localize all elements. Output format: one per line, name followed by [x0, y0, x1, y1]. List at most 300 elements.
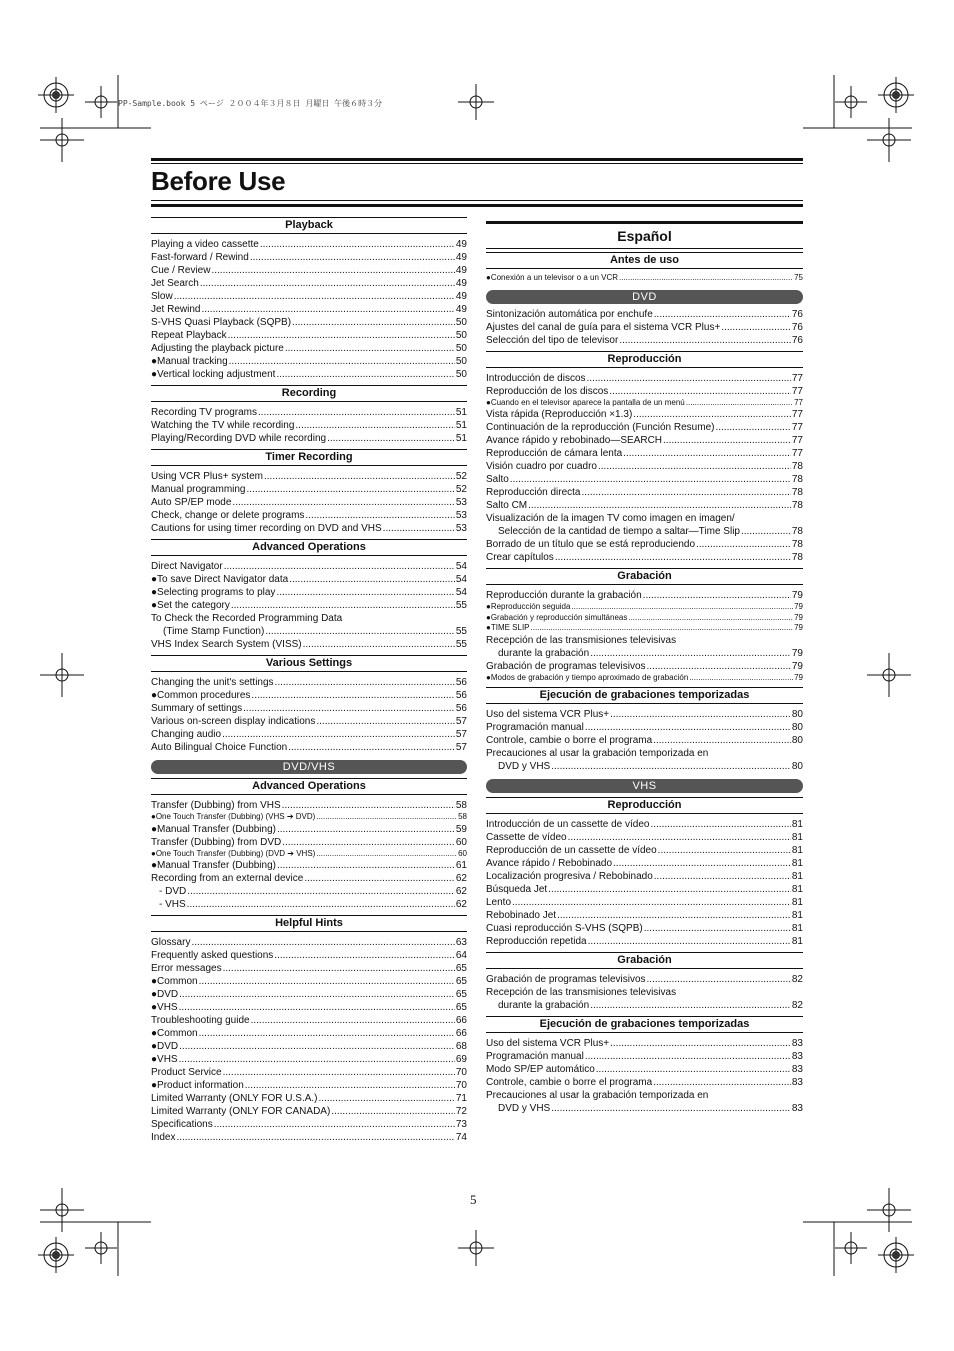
toc-dot-leader [598, 460, 791, 473]
toc-entry [151, 1040, 467, 1053]
toc-entry [486, 473, 803, 486]
toc-entry [151, 715, 467, 728]
toc-dot-leader [305, 509, 454, 522]
section-timer-recording [151, 449, 467, 539]
toc-page-number: 81 [791, 923, 803, 934]
toc-dot-leader [531, 623, 794, 634]
toc-entry [151, 823, 467, 836]
toc-entry [151, 1079, 467, 1092]
section-heading: Reproducción [486, 351, 803, 368]
toc-dot-leader [251, 689, 454, 702]
toc-entry-title: Cue / Review [151, 265, 211, 276]
toc-dot-leader [555, 551, 791, 564]
toc-dot-leader [654, 308, 791, 321]
toc-page-number: 75 [794, 273, 803, 282]
toc-page-number: 50 [455, 317, 467, 328]
toc-page-number: 76 [791, 308, 803, 320]
toc-dot-leader [250, 251, 455, 264]
toc-entry-title: Troubleshooting guide [151, 1015, 250, 1026]
toc-page-number: 49 [455, 304, 467, 315]
toc-entry [486, 660, 803, 673]
toc-entry [486, 986, 803, 999]
toc-page-number: 54 [455, 574, 467, 585]
section-heading: Helpful Hints [151, 915, 467, 932]
toc-page-number: 53 [455, 523, 467, 534]
toc-entry-title: Controle, cambie o borre el programa [486, 735, 653, 746]
toc-dot-leader [232, 496, 454, 509]
toc-entry-title: Precauciones al usar la grabación temporizada en [486, 1090, 709, 1101]
toc-entry [486, 708, 803, 721]
toc-page-number: 79 [794, 602, 803, 611]
toc-entry-title: ●Modos de grabación y tiempo aproximado de grabación [486, 672, 689, 682]
toc-dot-leader [265, 625, 455, 638]
toc-dot-leader [292, 316, 455, 329]
toc-dot-leader [247, 483, 455, 496]
toc-entry-title: Auto SP/EP mode [151, 497, 232, 508]
toc-page-number: 52 [455, 484, 467, 495]
section-heading: Advanced Operations [151, 539, 467, 556]
section-heading: Grabación [486, 952, 803, 969]
toc-entry [486, 538, 803, 551]
toc-entry-title: Recording TV programs [151, 407, 257, 418]
toc-entry [486, 398, 803, 409]
toc-page-number: 77 [794, 397, 803, 407]
toc-entry [486, 372, 803, 385]
toc-page-number: 77 [791, 435, 803, 446]
section-heading: Ejecución de grabaciones temporizadas [486, 1016, 803, 1033]
toc-entry-title: Cuasi reproducción S-VHS (SQPB) [486, 923, 643, 934]
toc-entry-title: ●Conexión a un televisor o a un VCR [486, 273, 619, 282]
toc-entry [151, 560, 467, 573]
toc-dot-leader [619, 334, 791, 347]
toc-entry [486, 602, 803, 613]
toc-entry [151, 1001, 467, 1014]
toc-entry [151, 509, 467, 522]
toc-entry [486, 909, 803, 922]
section-dvd-items [486, 308, 803, 351]
toc-entry [486, 408, 803, 421]
section-helpful-hints [151, 915, 467, 1148]
toc-dot-leader [610, 1037, 791, 1050]
toc-dot-leader [647, 660, 791, 673]
toc-page-number: 59 [455, 823, 467, 835]
toc-dot-leader [331, 1105, 455, 1118]
toc-entry [151, 872, 467, 885]
toc-entry [151, 470, 467, 483]
toc-entry [151, 1014, 467, 1027]
toc-dot-leader [199, 1027, 455, 1040]
toc-entry [486, 1050, 803, 1063]
toc-entry-title: ●DVD [151, 989, 179, 1000]
toc-entry [151, 251, 467, 264]
toc-entry-title: Lento [486, 897, 512, 908]
toc-dot-leader [260, 238, 455, 251]
toc-entry-title: Continuación de la reproducción (Función Resume) [486, 422, 715, 433]
dvd-vhs-badge: DVD/VHS [151, 760, 467, 774]
toc-entry [486, 883, 803, 896]
toc-dot-leader [663, 434, 791, 447]
toc-page-number: 78 [791, 487, 803, 498]
toc-entry-title: durante la grabación [498, 647, 590, 659]
toc-entry [151, 741, 467, 754]
toc-entry-title: Salto [486, 474, 509, 485]
toc-entry-title: Transfer (Dubbing) from VHS [151, 800, 281, 811]
toc-page-number: 51 [455, 433, 467, 444]
toc-page-number: 63 [455, 937, 467, 948]
toc-entry-title: ●Common [151, 1028, 198, 1039]
toc-entry-title: Changing the unit's settings [151, 677, 274, 688]
toc-dot-leader [274, 949, 455, 962]
toc-dot-leader [276, 586, 454, 599]
toc-entry-title: Transfer (Dubbing) from DVD [151, 836, 282, 848]
toc-page-number: 80 [791, 735, 803, 746]
toc-entry [151, 638, 467, 651]
toc-entry [151, 406, 467, 419]
toc-entry [486, 844, 803, 857]
toc-page-number: 76 [791, 334, 803, 346]
toc-entry [151, 612, 467, 625]
toc-entry-title: Programación manual [486, 722, 584, 733]
toc-entry [151, 936, 467, 949]
toc-dot-leader [633, 408, 791, 421]
toc-entry [151, 988, 467, 1001]
toc-dot-leader [590, 999, 791, 1012]
toc-dot-leader [229, 355, 455, 368]
toc-entry [151, 1053, 467, 1066]
toc-page-number: 62 [455, 886, 467, 897]
toc-dot-leader [557, 909, 791, 922]
toc-entry-title: Uso del sistema VCR Plus+ [486, 709, 610, 720]
toc-entry-title: Avance rápido / Rebobinado [486, 858, 613, 869]
toc-dot-leader [304, 872, 455, 885]
toc-entry-title: ●Product information [151, 1080, 244, 1091]
section-reproduccion [486, 351, 803, 569]
toc-dot-leader [653, 1076, 791, 1089]
toc-dot-leader [201, 303, 454, 316]
toc-dot-leader [548, 883, 791, 896]
section-ejecucion-vhs [486, 1016, 803, 1119]
toc-page-number: 49 [455, 278, 467, 289]
section-heading: Antes de uso [486, 252, 803, 269]
toc-page-number: 70 [455, 1080, 467, 1091]
toc-entry-title: Grabación de programas televisivos [486, 974, 646, 985]
toc-entry-title: Localización progresiva / Rebobinado [486, 871, 653, 882]
toc-entry [151, 625, 467, 638]
toc-entry [151, 898, 467, 911]
toc-entry-title: Sintonización automática por enchufe [486, 308, 653, 320]
toc-entry-title: Reproducción directa [486, 487, 581, 498]
toc-entry [151, 419, 467, 432]
section-grabacion-vhs [486, 952, 803, 1016]
toc-page-number: 58 [455, 800, 467, 811]
toc-page-number: 57 [455, 742, 467, 753]
toc-entry-title: ●Grabación y reproducción simultáneas [486, 612, 628, 622]
toc-entry-title: Precauciones al usar la grabación temporizada en [486, 748, 709, 759]
title-rule-top-2 [151, 163, 803, 164]
toc-page-number: 61 [455, 860, 467, 871]
toc-page-number: 78 [791, 461, 803, 472]
toc-entry [151, 949, 467, 962]
toc-entry [486, 870, 803, 883]
toc-page-number: 65 [455, 976, 467, 987]
toc-dot-leader [644, 922, 791, 935]
toc-page-number: 78 [791, 526, 803, 537]
toc-entry [486, 818, 803, 831]
toc-dot-leader [228, 329, 455, 342]
toc-page-number: 77 [791, 385, 803, 397]
toc-dot-leader [187, 898, 455, 911]
toc-entry-title: Specifications [151, 1119, 213, 1130]
toc-entry [151, 342, 467, 355]
toc-page-number: 83 [791, 1077, 803, 1088]
toc-entry [151, 1118, 467, 1131]
toc-entry-title: Reproducción de cámara lenta [486, 448, 623, 459]
toc-entry-title: Summary of settings [151, 703, 243, 714]
toc-entry [151, 1105, 467, 1118]
dvd-badge: DVD [486, 290, 803, 304]
toc-entry-title: Reproducción repetida [486, 936, 587, 947]
toc-entry-title: DVD y VHS [498, 1103, 551, 1114]
toc-entry [486, 385, 803, 398]
toc-dot-leader [303, 638, 455, 651]
toc-entry-title: Recording from an external device [151, 873, 304, 884]
toc-entry-title: Selección de la cantidad de tiempo a saltar—Time Slip [498, 526, 740, 537]
toc-entry [151, 1066, 467, 1079]
toc-entry [151, 1131, 467, 1144]
toc-dot-leader [585, 721, 791, 734]
toc-entry-title: ●One Touch Transfer (Dubbing) (VHS ➔ DVD) [151, 812, 316, 821]
toc-entry-title: VHS Index Search System (VISS) [151, 639, 302, 650]
toc-page-number: 50 [455, 356, 467, 367]
toc-page-number: 62 [455, 873, 467, 884]
toc-page-number: 76 [791, 321, 803, 333]
toc-entry-title: Playing a video cassette [151, 239, 259, 250]
toc-entry-title: Check, change or delete programs [151, 510, 305, 521]
toc-page-number: 77 [791, 448, 803, 459]
toc-dot-leader [258, 406, 455, 419]
toc-entry [151, 316, 467, 329]
toc-entry-title: Repeat Playback [151, 330, 227, 341]
toc-entry-title: Avance rápido y rebobinado—SEARCH [486, 435, 663, 446]
toc-page-number: 83 [791, 1103, 803, 1114]
toc-page-number: 80 [791, 761, 803, 772]
toc-entry-title: Reproducción de los discos [486, 385, 609, 397]
toc-page-number: 74 [455, 1132, 467, 1143]
title-rule-bottom [151, 200, 803, 201]
toc-entry-title: ●Set the category [151, 600, 230, 611]
toc-dot-leader [628, 613, 793, 624]
toc-entry-title: Rebobinado Jet [486, 910, 557, 921]
toc-page-number: 58 [458, 812, 467, 821]
toc-entry-title: Frequently asked questions [151, 950, 274, 961]
toc-dot-leader [243, 702, 455, 715]
toc-dot-leader [588, 935, 791, 948]
title-rule-bottom-2 [151, 204, 803, 207]
toc-entry [486, 673, 803, 684]
toc-entry-title: Playing/Recording DVD while recording [151, 433, 327, 444]
toc-dot-leader [383, 522, 455, 535]
section-heading: Various Settings [151, 655, 467, 672]
toc-page-number: 79 [794, 623, 803, 632]
toc-entry [486, 1037, 803, 1050]
toc-entry-title: Introducción de un cassette de vídeo [486, 819, 650, 830]
toc-page-number: 49 [455, 291, 467, 302]
toc-page-number: 81 [791, 858, 803, 869]
toc-page-number: 52 [455, 471, 467, 482]
toc-page-number: 72 [455, 1106, 467, 1117]
toc-dot-leader [650, 818, 790, 831]
toc-page-number: 68 [455, 1041, 467, 1052]
toc-entry [151, 1092, 467, 1105]
toc-entry-title: Manual programming [151, 484, 246, 495]
section-advanced-operations-2 [151, 778, 467, 915]
toc-page-number: 53 [455, 510, 467, 521]
toc-dot-leader [276, 368, 454, 381]
toc-dot-leader [741, 525, 791, 538]
toc-page-number: 51 [455, 420, 467, 431]
toc-page-number: 49 [455, 265, 467, 276]
toc-dot-leader [282, 836, 455, 849]
left-column [151, 217, 467, 1148]
toc-entry-title: ●Manual Transfer (Dubbing) [151, 860, 276, 871]
toc-entry-title: Index [151, 1132, 176, 1143]
toc-dot-leader [179, 1040, 455, 1053]
toc-dot-leader [251, 1014, 455, 1027]
toc-entry-title: Fast-forward / Rewind [151, 252, 249, 263]
toc-dot-leader [179, 1053, 455, 1066]
toc-dot-leader [568, 831, 791, 844]
toc-dot-leader [187, 885, 455, 898]
toc-entry-title: To Check the Recorded Programming Data [151, 613, 343, 624]
toc-dot-leader [528, 499, 791, 512]
toc-entry-title: Using VCR Plus+ system [151, 471, 263, 482]
toc-dot-leader [658, 844, 791, 857]
toc-dot-leader [551, 760, 791, 773]
toc-entry-title: Reproducción de un cassette de vídeo [486, 845, 657, 856]
toc-entry-title: Limited Warranty (ONLY FOR CANADA) [151, 1106, 331, 1117]
toc-entry-title: ●Vertical locking adjustment [151, 369, 276, 380]
toc-entry [151, 573, 467, 586]
toc-entry [486, 747, 803, 760]
toc-entry [151, 496, 467, 509]
toc-entry [486, 623, 803, 634]
toc-page-number: 50 [455, 369, 467, 380]
toc-entry-title: Visión cuadro por cuadro [486, 461, 597, 472]
toc-dot-leader [295, 419, 454, 432]
section-reproduccion-vhs [486, 797, 803, 952]
toc-dot-leader [223, 962, 455, 975]
toc-page-number: 57 [455, 729, 467, 740]
toc-entry-title: Glossary [151, 937, 191, 948]
toc-entry [486, 1102, 803, 1115]
toc-page-number: 79 [791, 660, 803, 672]
toc-entry-title: ●Manual Transfer (Dubbing) [151, 823, 276, 835]
toc-dot-leader [275, 676, 455, 689]
toc-dot-leader [222, 728, 455, 741]
toc-entry-title: Vista rápida (Reproducción ×1.3) [486, 409, 633, 420]
toc-dot-leader [587, 372, 791, 385]
toc-entry [486, 308, 803, 321]
toc-page-number: 83 [791, 1064, 803, 1075]
toc-dot-leader [623, 447, 791, 460]
toc-entry-title: ●Reproducción seguida [486, 602, 571, 611]
toc-entry [486, 421, 803, 434]
toc-entry [486, 721, 803, 734]
toc-entry-title: Búsqueda Jet [486, 884, 548, 895]
toc-entry [486, 613, 803, 624]
toc-entry-title: ●Common [151, 976, 198, 987]
print-header: PP-Sample.book 5 ページ ２００４年３月８日 月曜日 午後６時３分 [118, 99, 383, 108]
toc-page-number: 65 [455, 963, 467, 974]
toc-entry-title: Cassette de vídeo [486, 832, 567, 843]
toc-entry-title: Recepción de las transmisiones televisivas [486, 987, 677, 998]
toc-entry-title: ●Selecting programs to play [151, 587, 276, 598]
toc-dot-leader [179, 1001, 455, 1014]
toc-entry-title: Crear capítulos [486, 552, 554, 563]
toc-entry-title: Programación manual [486, 1051, 584, 1062]
toc-page-number: 80 [791, 709, 803, 720]
toc-entry-title: DVD y VHS [498, 761, 551, 772]
toc-dot-leader [179, 988, 455, 1001]
toc-page-number: 62 [455, 899, 467, 910]
toc-page-number: 55 [455, 600, 467, 611]
toc-entry-title: Limited Warranty (ONLY FOR U.S.A.) [151, 1093, 318, 1104]
toc-dot-leader [277, 823, 455, 836]
toc-dot-leader [316, 849, 457, 860]
toc-dot-leader [696, 538, 791, 551]
toc-entry-title: Reproducción durante la grabación [486, 590, 642, 601]
toc-entry [486, 973, 803, 986]
toc-page-number: 77 [791, 372, 803, 384]
toc-page-number: 83 [791, 1051, 803, 1062]
toc-page-number: 81 [791, 832, 803, 843]
toc-page-number: 51 [455, 407, 467, 418]
section-heading: Recording [151, 385, 467, 402]
toc-entry [486, 434, 803, 447]
toc-entry-title: durante la grabación [498, 1000, 590, 1011]
toc-entry [486, 831, 803, 844]
toc-dot-leader [319, 1092, 455, 1105]
toc-entry [151, 483, 467, 496]
toc-entry-title: ●Common procedures [151, 690, 251, 701]
toc-page-number: 73 [455, 1119, 467, 1130]
toc-entry-title: Auto Bilingual Choice Function [151, 742, 288, 753]
toc-entry [151, 329, 467, 342]
toc-entry [486, 321, 803, 334]
toc-page-number: 55 [455, 626, 467, 637]
toc-entry [151, 812, 467, 823]
toc-dot-leader [619, 273, 793, 284]
toc-entry-title: Controle, cambie o borre el programa [486, 1077, 653, 1088]
toc-entry [151, 277, 467, 290]
toc-page-number: 80 [791, 722, 803, 733]
toc-dot-leader [264, 470, 455, 483]
toc-entry [151, 522, 467, 535]
toc-page-number: 78 [791, 474, 803, 485]
toc-dot-leader [223, 1066, 455, 1079]
section-heading: Grabación [486, 568, 803, 585]
toc-entry [486, 1089, 803, 1102]
toc-dot-leader [613, 857, 791, 870]
toc-page-number: 79 [791, 647, 803, 659]
toc-page-number: 81 [791, 819, 803, 830]
toc-page-number: 81 [791, 910, 803, 921]
toc-entry [151, 586, 467, 599]
toc-page-number: 55 [455, 639, 467, 650]
toc-page-number: 65 [455, 1002, 467, 1013]
toc-page-number: 77 [791, 422, 803, 433]
toc-entry-title: Uso del sistema VCR Plus+ [486, 1038, 610, 1049]
